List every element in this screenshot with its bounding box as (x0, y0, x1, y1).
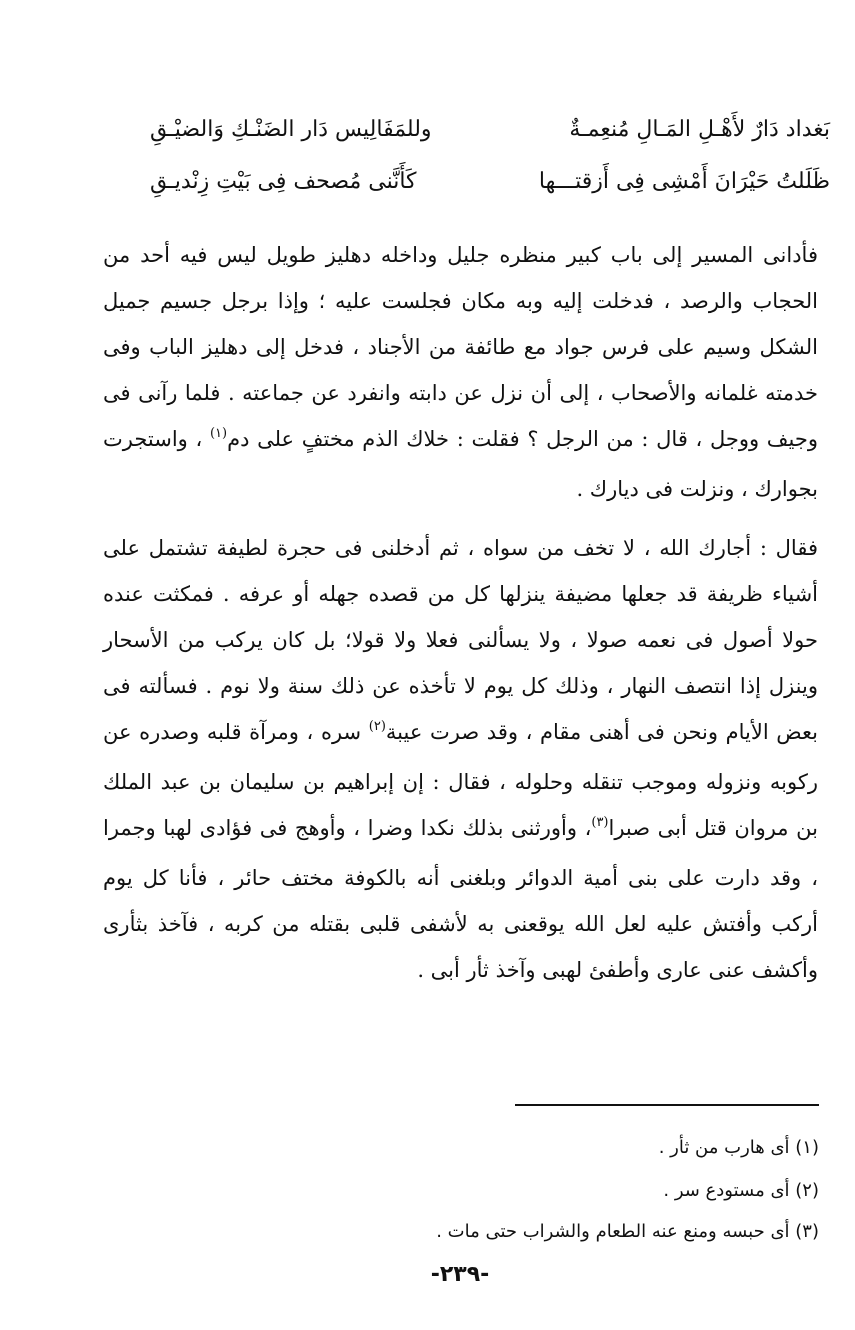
footnote-2: (٢) أى مستودع سر . (663, 1180, 819, 1201)
verse-1-second-hemistich: وللمَفَالِيس دَار الضَنْـكِ وَالضيْـقِ (150, 117, 432, 142)
footnote-3: (٣) أى حبسه ومنع عنه الطعام والشراب حتى مات . (436, 1221, 819, 1242)
paragraph-2-text-b: سره ، ومرآة قلبه وصدره عن ركوبه ونزوله وموجب تنقله وحلوله ، فقال : إن إبراهيم بن سليمان بن عبد الملك بن مروان قتل أبى صبرا (103, 720, 818, 840)
footnote-ref-1: (١) (209, 426, 228, 441)
verse-2-first-hemistich: ظَلَلتُ حَيْرَانَ أَمْشِى فِى أَزقتـــها (538, 169, 830, 194)
footnote-ref-3: (٣) (591, 815, 609, 830)
paragraph-1 (103, 232, 818, 512)
paragraph-2-text-c: ، وأورثنى بذلك نكدا وضرا ، وأوهج فى فؤادى لهبا وجمرا ، وقد دارت على بنى أمية الدوائر وبلغنى أنه بالكوفة مختف حائر ، فأنا كل يوم أركب وأفتش عليه لعل الله يوقعنى به لأشفى قلبى بقتله من كربه ، فآخذ بثأرى وأكشف عنى عارى وأطفئ لهبى وآخذ ثأر أبى . (103, 816, 818, 982)
paragraph-1-text-a: فأدانى المسير إلى باب كبير منظره جليل وداخله دهليز طويل ليس فيه أحد من الحجاب والرصد ، فدخلت إليه وبه مكان فجلست عليه ؛ وإذا برجل جسيم جميل الشكل وسيم على فرس جواد مع طائفة من الأجناد ، فدخل إلى دهليز الباب وفى خدمته غلمانه والأصحاب ، إلى أن نزل عن دابته وانفرد عن جماعته . فلما رآنى فى وجيف ووجل ، قال : من الرجل ؟ فقلت : خلاك الذم مختفٍ على دم (103, 243, 819, 451)
footnote-ref-2: (٢) (368, 719, 386, 734)
page-number: -٢٣٩- (430, 1262, 490, 1287)
verse-2-second-hemistich: كَأَنَّنى مُصحف فِى بَيْتِ زِنْديـقِ (150, 169, 417, 194)
paragraph-2 (103, 525, 818, 993)
poem-verse-1 (150, 115, 830, 145)
paragraph-2-text-a: فقال : أجارك الله ، لا تخف من سواه ، ثم أدخلنى فى حجرة لطيفة تشتمل على أشياء ظريفة قد جعلها مضيفة ينزلها كل من قصده جهله أو عرفه . فمكثت عنده حولا أصول فى نعمه صولا ، ولا يسألنى فعلا ولا قولا؛ بل كان يركب من الأسحار وينزل إذا انتصف النهار ، وذلك كل يوم لا تأخذه عن ذلك سنة ولا نوم . فسألته فى بعض الأيام ونحن فى أهنى مقام ، وقد صرت عيبة (103, 536, 818, 744)
footnote-1: (١) أى هارب من ثأر . (658, 1137, 819, 1158)
paragraph-1-text-b: ، واستجرت بجوارك ، ونزلت فى ديارك . (103, 427, 818, 501)
poem-verse-2 (150, 167, 830, 197)
footnote-separator (515, 1104, 819, 1106)
verse-1-first-hemistich: بَغداد دَارٌ لأَهْـلِ المَـالِ مُنعِمـةٌ (569, 117, 830, 142)
